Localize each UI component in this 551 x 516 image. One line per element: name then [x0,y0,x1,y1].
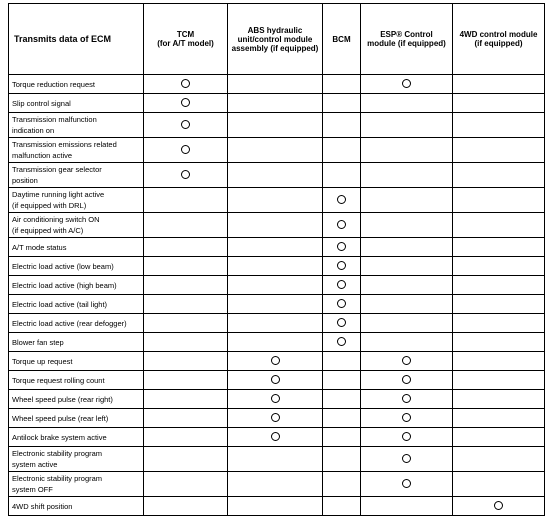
circle-icon [337,299,346,308]
circle-icon [402,394,411,403]
row-label: Torque reduction request [9,75,144,94]
mark-cell [144,257,228,276]
mark-cell [323,75,361,94]
mark-cell [228,497,323,516]
mark-cell [453,75,545,94]
table-row [9,352,545,371]
mark-cell [453,472,545,497]
table-row [9,213,545,238]
mark-cell [323,188,361,213]
row-label: Slip control signal [9,94,144,113]
mark-cell [323,213,361,238]
mark-cell [453,295,545,314]
row-label: Electronic stability program system OFF [9,472,144,497]
circle-icon [181,98,190,107]
mark-cell [323,428,361,447]
mark-cell [361,333,453,352]
mark-cell [228,447,323,472]
table-row [9,257,545,276]
mark-cell [323,276,361,295]
circle-icon [271,432,280,441]
circle-icon [181,79,190,88]
mark-cell [361,276,453,295]
row-label: Electric load active (tail light) [9,295,144,314]
mark-cell [453,163,545,188]
row-label: A/T mode status [9,238,144,257]
mark-cell [361,94,453,113]
mark-cell [323,94,361,113]
table-header-row [9,4,545,75]
mark-cell [144,314,228,333]
mark-cell [144,447,228,472]
mark-cell [453,314,545,333]
mark-cell [228,75,323,94]
header-4wd: 4WD control module (if equipped) [453,4,545,75]
circle-icon [494,501,503,510]
mark-cell [453,213,545,238]
mark-cell [144,113,228,138]
mark-cell [144,75,228,94]
header-tcm: TCM (for A/T model) [144,4,228,75]
mark-cell [453,390,545,409]
mark-cell [323,163,361,188]
table-row [9,390,545,409]
table-row [9,447,545,472]
row-label: Electric load active (rear defogger) [9,314,144,333]
mark-cell [453,371,545,390]
table-row [9,409,545,428]
mark-cell [361,257,453,276]
mark-cell [228,188,323,213]
mark-cell [361,428,453,447]
circle-icon [271,413,280,422]
table-row [9,113,545,138]
circle-icon [271,356,280,365]
circle-icon [337,195,346,204]
mark-cell [144,213,228,238]
mark-cell [323,390,361,409]
mark-cell [228,163,323,188]
mark-cell [228,428,323,447]
mark-cell [228,390,323,409]
row-label: Blower fan step [9,333,144,352]
row-label: Electric load active (low beam) [9,257,144,276]
mark-cell [144,333,228,352]
table-row [9,138,545,163]
row-label: Electronic stability program system active [9,447,144,472]
mark-cell [228,276,323,295]
mark-cell [361,213,453,238]
mark-cell [228,352,323,371]
table-row [9,188,545,213]
mark-cell [453,238,545,257]
mark-cell [228,138,323,163]
mark-cell [453,94,545,113]
mark-cell [361,138,453,163]
row-label: Wheel speed pulse (rear left) [9,409,144,428]
row-label: Torque request rolling count [9,371,144,390]
table-row [9,238,545,257]
mark-cell [144,238,228,257]
mark-cell [361,409,453,428]
circle-icon [181,120,190,129]
mark-cell [228,257,323,276]
mark-cell [453,447,545,472]
circle-icon [402,479,411,488]
mark-cell [228,295,323,314]
mark-cell [144,472,228,497]
mark-cell [323,295,361,314]
mark-cell [323,138,361,163]
mark-cell [453,428,545,447]
mark-cell [228,409,323,428]
circle-icon [337,318,346,327]
circle-icon [337,261,346,270]
mark-cell [453,333,545,352]
mark-cell [323,352,361,371]
mark-cell [323,113,361,138]
mark-cell [361,390,453,409]
mark-cell [361,314,453,333]
row-label: Daytime running light active (if equipped with DRL) [9,188,144,213]
mark-cell [361,295,453,314]
row-label: Antilock brake system active [9,428,144,447]
mark-cell [361,371,453,390]
circle-icon [337,220,346,229]
mark-cell [228,371,323,390]
mark-cell [361,472,453,497]
header-row-label: Transmits data of ECM [9,4,144,75]
header-abs: ABS hydraulic unit/control module assembly (if equipped) [228,4,323,75]
mark-cell [323,497,361,516]
mark-cell [361,75,453,94]
table-row [9,497,545,516]
mark-cell [323,472,361,497]
mark-cell [453,497,545,516]
mark-cell [228,238,323,257]
mark-cell [323,409,361,428]
mark-cell [361,113,453,138]
mark-cell [323,371,361,390]
mark-cell [361,188,453,213]
mark-cell [453,276,545,295]
mark-cell [323,238,361,257]
mark-cell [144,163,228,188]
mark-cell [323,257,361,276]
mark-cell [228,472,323,497]
row-label: Wheel speed pulse (rear right) [9,390,144,409]
row-label: Transmission gear selector position [9,163,144,188]
mark-cell [144,276,228,295]
mark-cell [144,94,228,113]
mark-cell [144,390,228,409]
header-esp: ESP® Control module (if equipped) [361,4,453,75]
mark-cell [144,138,228,163]
mark-cell [323,314,361,333]
mark-cell [144,295,228,314]
mark-cell [361,352,453,371]
circle-icon [181,170,190,179]
mark-cell [144,371,228,390]
ecm-data-table-sheet [8,3,544,511]
circle-icon [402,375,411,384]
mark-cell [323,333,361,352]
mark-cell [144,352,228,371]
mark-cell [453,138,545,163]
circle-icon [337,242,346,251]
row-label: Transmission malfunction indication on [9,113,144,138]
mark-cell [361,238,453,257]
circle-icon [402,413,411,422]
row-label: Transmission emissions related malfunction active [9,138,144,163]
table-row [9,428,545,447]
mark-cell [453,409,545,428]
circle-icon [181,145,190,154]
mark-cell [228,113,323,138]
mark-cell [361,497,453,516]
circle-icon [271,375,280,384]
circle-icon [271,394,280,403]
mark-cell [144,188,228,213]
header-bcm: BCM [323,4,361,75]
table-row [9,295,545,314]
ecm-transmit-table [8,3,545,516]
mark-cell [144,497,228,516]
mark-cell [144,409,228,428]
table-row [9,314,545,333]
row-label: 4WD shift position [9,497,144,516]
mark-cell [323,447,361,472]
circle-icon [402,356,411,365]
table-row [9,163,545,188]
table-row [9,333,545,352]
mark-cell [453,352,545,371]
table-body [9,75,545,516]
mark-cell [453,188,545,213]
mark-cell [361,163,453,188]
table-row [9,371,545,390]
mark-cell [144,428,228,447]
mark-cell [453,113,545,138]
row-label: Air conditioning switch ON (if equipped with A/C) [9,213,144,238]
circle-icon [402,432,411,441]
mark-cell [228,314,323,333]
mark-cell [361,447,453,472]
table-row [9,94,545,113]
mark-cell [228,213,323,238]
circle-icon [402,454,411,463]
mark-cell [453,257,545,276]
mark-cell [228,333,323,352]
circle-icon [337,280,346,289]
table-row [9,472,545,497]
circle-icon [402,79,411,88]
table-row [9,276,545,295]
mark-cell [228,94,323,113]
circle-icon [337,337,346,346]
table-row [9,75,545,94]
row-label: Electric load active (high beam) [9,276,144,295]
row-label: Torque up request [9,352,144,371]
